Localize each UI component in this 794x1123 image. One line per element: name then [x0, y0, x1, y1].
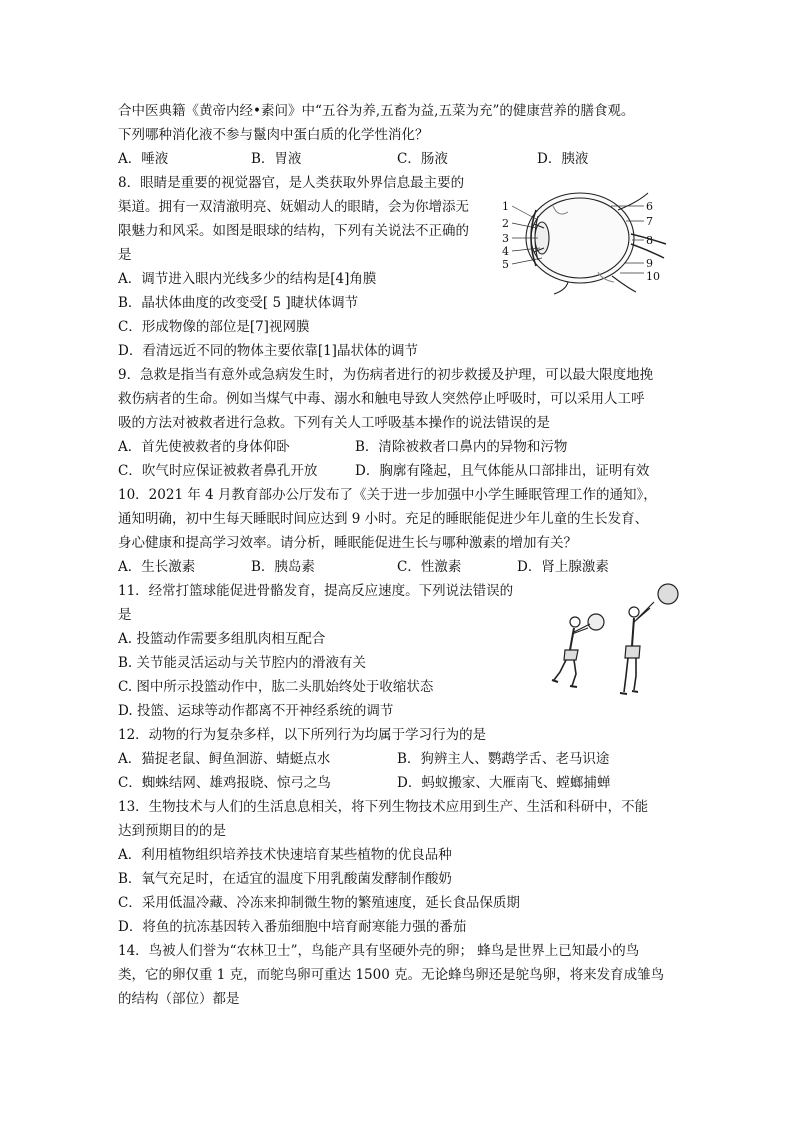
q7-option-b: B．胃液 [251, 151, 302, 167]
q7-option-d: D．胰液 [537, 151, 589, 167]
eye-label-6: 6 [646, 200, 653, 213]
eye-label-1: 1 [502, 200, 509, 213]
q10-option-d: D．肾上腺激素 [517, 559, 609, 575]
q9-stem-line3: 吸的方法对被救者进行急救。下列有关人工呼吸基本操作的说法错误的是 [118, 415, 550, 431]
eye-label-10: 10 [646, 270, 660, 283]
q10-option-a: A．生长激素 [118, 559, 196, 575]
q13-option-b: B．氧气充足时，在适宜的温度下用乳酸菌发酵制作酸奶 [118, 871, 452, 887]
q13-option-c: C．采用低温冷藏、冷冻来抑制微生物的繁殖速度，延长食品保质期 [118, 895, 520, 911]
q8-option-d: D．看清远近不同的物体主要依靠[1]晶状体的调节 [118, 343, 418, 359]
q8-stem-line3: 限魅力和风采。如图是眼球的结构，下列有关说法不正确的 [118, 223, 469, 239]
q12-stem-line1: 12．动物的行为复杂多样，以下所列行为均属于学习行为的是 [118, 727, 487, 743]
q10-stem-line3: 身心健康和提高学习效率。请分析，睡眠能促进生长与哪种激素的增加有关？ [118, 535, 577, 551]
q10-stem-line2: 通知明确，初中生每天睡眠时间应达到 9 小时。充足的睡眠能促进少年儿童的生长发育、 [118, 511, 649, 527]
q13-option-a: A．利用植物组织培养技术快速培育某些植物的优良品种 [118, 847, 452, 863]
eyeball-diagram [498, 188, 668, 296]
q12-option-a: A．猫捉老鼠、鲟鱼洄游、蜻蜓点水 [118, 751, 331, 767]
ball-held-icon [588, 614, 604, 630]
q11-stem-line2: 是 [118, 607, 132, 623]
q7-stem-line1: 合中医典籍《黄帝内经•素问》中“五谷为养,五畜为益,五菜为充”的健康营养的膳食观。 [118, 103, 635, 119]
eye-label-9: 9 [646, 257, 653, 270]
q8-stem-line1: 8．眼睛是重要的视觉器官，是人类获取外界信息最主要的 [118, 175, 465, 191]
q8-stem-line2: 渠道。拥有一双清澈明亮、妩媚动人的眼睛，会为你增添无 [118, 199, 469, 215]
ball-in-air-icon [658, 584, 678, 604]
q13-stem-line1: 13．生物技术与人们的生活息息相关，将下列生物技术应用到生产、生活和科研中，不能 [118, 799, 649, 815]
q11-option-c: C. 图中所示投篮动作中，肱二头肌始终处于收缩状态 [118, 679, 434, 695]
q11-option-b: B. 关节能灵活运动与关节腔内的滑液有关 [118, 655, 367, 671]
q12-option-b: B．狗辨主人、鹦鹉学舌、老马识途 [397, 751, 610, 767]
q7-option-c: C．肠液 [397, 151, 448, 167]
q10-option-b: B．胰岛素 [251, 559, 315, 575]
eye-label-4: 4 [502, 245, 509, 258]
q9-stem-line1: 9．急救是指当有意外或急病发生时，为伤病者进行的初步救援及护理，可以最大限度地挽 [118, 367, 654, 383]
q14-stem-line1: 14．鸟被人们誉为“农林卫士”，鸟能产具有坚硬外壳的卵； 蜂鸟是世界上已知最小的鸟 [118, 943, 640, 959]
q12-option-d: D．蚂蚁搬家、大雁南飞、螳螂捕蝉 [397, 775, 611, 791]
q11-option-d: D. 投篮、运球等动作都离不开神经系统的调节 [118, 703, 394, 719]
basketball-shooting-illustration [550, 582, 685, 702]
eye-label-3: 3 [502, 232, 509, 245]
q14-stem-line2: 类，它的卵仅重 1 克，而鸵鸟卵可重达 1500 克。无论蜂鸟卵还是鸵鸟卵，将来发育成雏鸟 [118, 967, 665, 983]
q9-option-d: D．胸廓有隆起，且气体能从口部排出，证明有效 [355, 463, 650, 479]
eye-label-7: 7 [646, 215, 653, 228]
q8-option-a: A．调节进入眼内光线多少的结构是[4]角膜 [118, 271, 377, 287]
q9-option-b: B．清除被救者口鼻内的异物和污物 [355, 439, 568, 455]
q7-option-a: A．唾液 [118, 151, 169, 167]
eye-label-2: 2 [502, 217, 509, 230]
q9-stem-line2: 救伤病者的生命。例如当煤气中毒、溺水和触电导致人突然停止呼吸时，可以采用人工呼 [118, 391, 645, 407]
q14-stem-line3: 的结构（部位）都是 [118, 991, 240, 1007]
q13-option-d: D．将鱼的抗冻基因转入番茄细胞中培育耐寒能力强的番茄 [118, 919, 467, 935]
q8-option-c: C．形成物像的部位是[7]视网膜 [118, 319, 310, 335]
eye-label-8: 8 [646, 234, 653, 247]
q12-option-c: C．蜘蛛结网、雄鸡报晓、惊弓之鸟 [118, 775, 331, 791]
q11-option-a: A. 投篮动作需要多组肌肉相互配合 [118, 631, 326, 647]
q9-option-c: C．吹气时应保证被救者鼻孔开放 [118, 463, 318, 479]
q11-stem-line1: 11．经常打篮球能促进骨骼发育，提高反应速度。下列说法错误的 [118, 583, 514, 599]
q8-stem-line4: 是 [118, 247, 132, 263]
q8-option-b: B．晶状体曲度的改变受[ 5 ]睫状体调节 [118, 295, 359, 311]
q7-stem-line2: 下列哪种消化液不参与鬣肉中蛋白质的化学性消化？ [118, 127, 429, 143]
q13-stem-line2: 达到预期目的的是 [118, 823, 226, 839]
q9-option-a: A．首先使被救者的身体仰卧 [118, 439, 290, 455]
eye-label-5: 5 [502, 258, 509, 271]
q10-stem-line1: 10．2021 年 4 月教育部办公厅发布了《关于进一步加强中小学生睡眠管理工作的通知》， [118, 487, 657, 503]
q10-option-c: C．性激素 [397, 559, 462, 575]
